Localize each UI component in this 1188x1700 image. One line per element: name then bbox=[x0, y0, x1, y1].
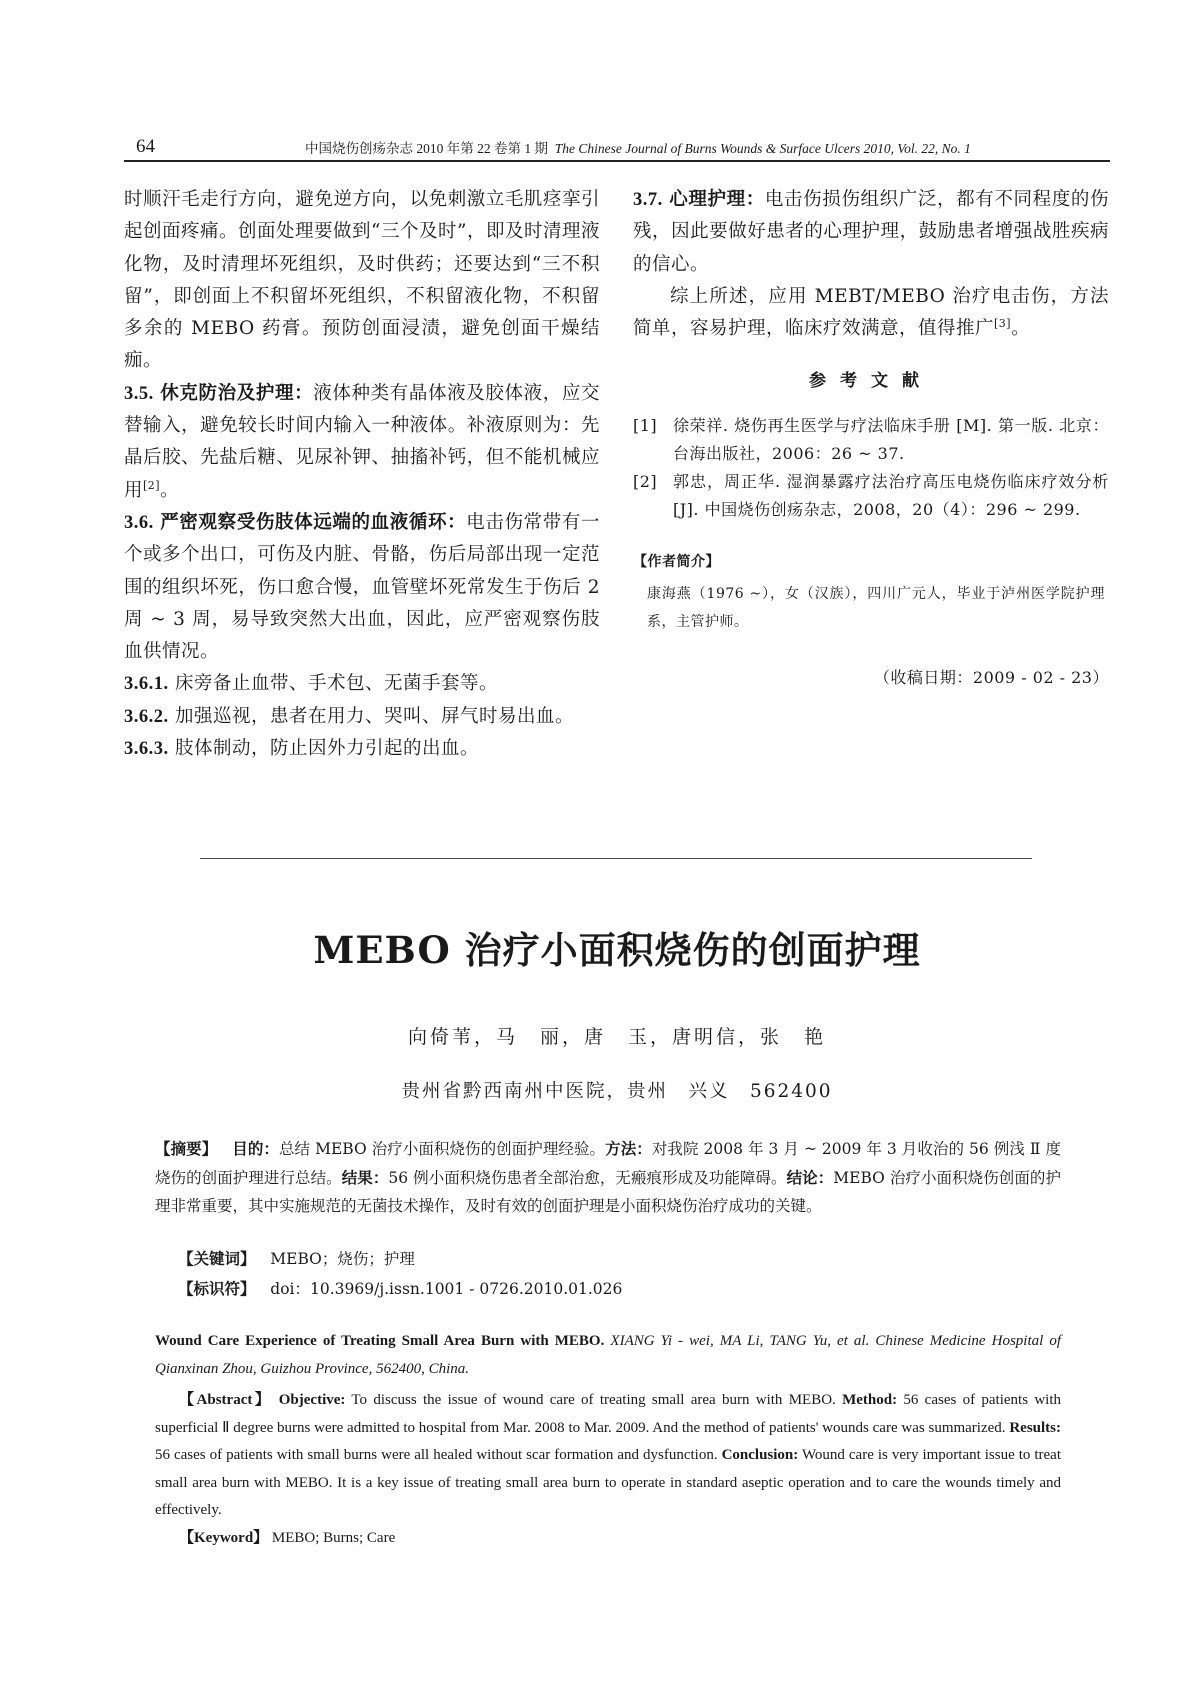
page-number: 64 bbox=[136, 136, 155, 157]
citation: [3] bbox=[994, 317, 1012, 331]
journal-en: The Chinese Journal of Burns Wounds & Surface Ulcers 2010, Vol. 22, No. 1 bbox=[554, 141, 971, 156]
author-bio-heading: 【作者简介】 bbox=[633, 553, 720, 570]
left-column bbox=[124, 184, 600, 765]
header-rule bbox=[124, 160, 1110, 162]
summary-paragraph: 综上所述，应用 MEBT/MEBO 治疗电击伤，方法简单，容易护理，临床疗效满意，值得推广[3]。 bbox=[633, 285, 1109, 340]
abstract-en bbox=[155, 1328, 1061, 1552]
doi: 【标识符】 doi：10.3969/j.issn.1001 - 0726.2010.01.026 bbox=[178, 1279, 623, 1298]
right-column bbox=[633, 184, 1109, 694]
section-3-6: 3.6. 严密观察受伤肢体远端的血液循环：电击伤常带有一个或多个出口，可伤及内脏、骨骼，伤后局部出现一定范围的组织坏死，伤口愈合慢，血管壁坏死常发生于伤后 2 周 ~ 3 周，易导致突然大出血，因此，应严密观察伤肢血供情况。 bbox=[124, 511, 600, 663]
article-title: MEBO 治疗小面积烧伤的创面护理 bbox=[313, 928, 921, 972]
article-divider bbox=[200, 858, 1032, 859]
english-title-line: Wound Care Experience of Treating Small Area Burn with MEBO. XIANG Yi - wei, MA Li, TANG Yu, et al. Chinese Medicine Hospital of Qianxinan Zhou, Guizhou Province, 562400, China. bbox=[155, 1333, 1062, 1377]
references-title: 参考文献 bbox=[809, 371, 933, 392]
received-date: （收稿日期：2009 - 02 - 23） bbox=[873, 668, 1109, 688]
english-abstract-body: 【Abstract】 Objective: To discuss the issue of wound care of treating small area burn with MEBO. Method: 56 cases of patients with superficial Ⅱ degree burns were admitted to hospital from Mar. 2008 to Mar. 2009. And the method of patients' wounds care was summarized. Results: 56 cases of patients with small burns were all healed without scar formation and dysfunction. Conclusion: Wound care is very important issue to treat small area burn with MEBO. It is a key issue of treating small area burn to operate in standard aseptic operation and to care the wounds timely and effectively. bbox=[155, 1392, 1062, 1518]
reference-item: [2] 郭忠，周正华. 湿润暴露疗法治疗高压电烧伤临床疗效分析 [J]. 中国烧伤创疡杂志，2008，20（4）：296 ~ 299. bbox=[633, 471, 1109, 519]
affiliation: 贵州省黔西南州中医院，贵州 兴义 562400 bbox=[401, 1081, 833, 1102]
section-3-5: 3.5. 休克防治及护理：液体种类有晶体液及胶体液，应交替输入，避免较长时间内输入一种液体。补液原则为：先晶后胶、先盐后糖、见尿补钾、抽搐补钙，但不能机械应用[2]。 bbox=[124, 382, 600, 501]
running-head bbox=[305, 137, 1105, 157]
paragraph: 时顺汗毛走行方向，避免逆方向，以免刺激立毛肌痉挛引起创面疼痛。创面处理要做到“三个及时”，即及时清理液化物，及时清理坏死组织，及时供药；还要达到“三不积留”，即创面上不积留坏死组织，不积留液化物，不积留多余的 MEBO 药膏。预防创面浸渍，避免创面干燥结痂。 bbox=[124, 189, 600, 372]
citation: [2] bbox=[143, 478, 161, 492]
author-bio: 康海燕（1976 ~），女（汉族），四川广元人，毕业于泸州医学院护理系，主管护师。 bbox=[647, 586, 1105, 631]
section-3-7: 3.7. 心理护理：电击伤损伤组织广泛，都有不同程度的伤残，因此要做好患者的心理护理，鼓励患者增强战胜疾病的信心。 bbox=[633, 189, 1109, 275]
authors: 向倚苇，马 丽，唐 玉，唐明信，张 艳 bbox=[407, 1026, 826, 1048]
section-3-6-3: 3.6.3. 肢体制动，防止因外力引起的出血。 bbox=[124, 738, 480, 760]
english-keywords: 【Keyword】 MEBO; Burns; Care bbox=[179, 1529, 396, 1546]
abstract-cn: 【摘要】 目的：总结 MEBO 治疗小面积烧伤的创面护理经验。方法：对我院 2008 年 3 月 ~ 2009 年 3 月收治的 56 例浅 Ⅱ 度烧伤的创面护理进行总结。结果：56 例小面积烧伤患者全部治愈，无瘢痕形成及功能障碍。结论：MEBO 治疗小面积烧伤创面的护理非常重要，其中实施规范的无菌技术操作，及时有效的创面护理是小面积烧伤治疗成功的关键。 bbox=[155, 1139, 1061, 1215]
keywords-cn: 【关键词】 MEBO；烧伤；护理 bbox=[178, 1249, 415, 1268]
journal-cn: 中国烧伤创疡杂志 2010 年第 22 卷第 1 期 bbox=[305, 141, 548, 156]
section-3-6-2: 3.6.2. 加强巡视，患者在用力、哭叫、屏气时易出血。 bbox=[124, 705, 575, 727]
section-3-6-1: 3.6.1. 床旁备止血带、手术包、无菌手套等。 bbox=[124, 673, 499, 695]
reference-item: [1] 徐荣祥. 烧伤再生医学与疗法临床手册 [M]. 第一版. 北京：台海出版社，2006：26 ~ 37. bbox=[633, 415, 1109, 463]
